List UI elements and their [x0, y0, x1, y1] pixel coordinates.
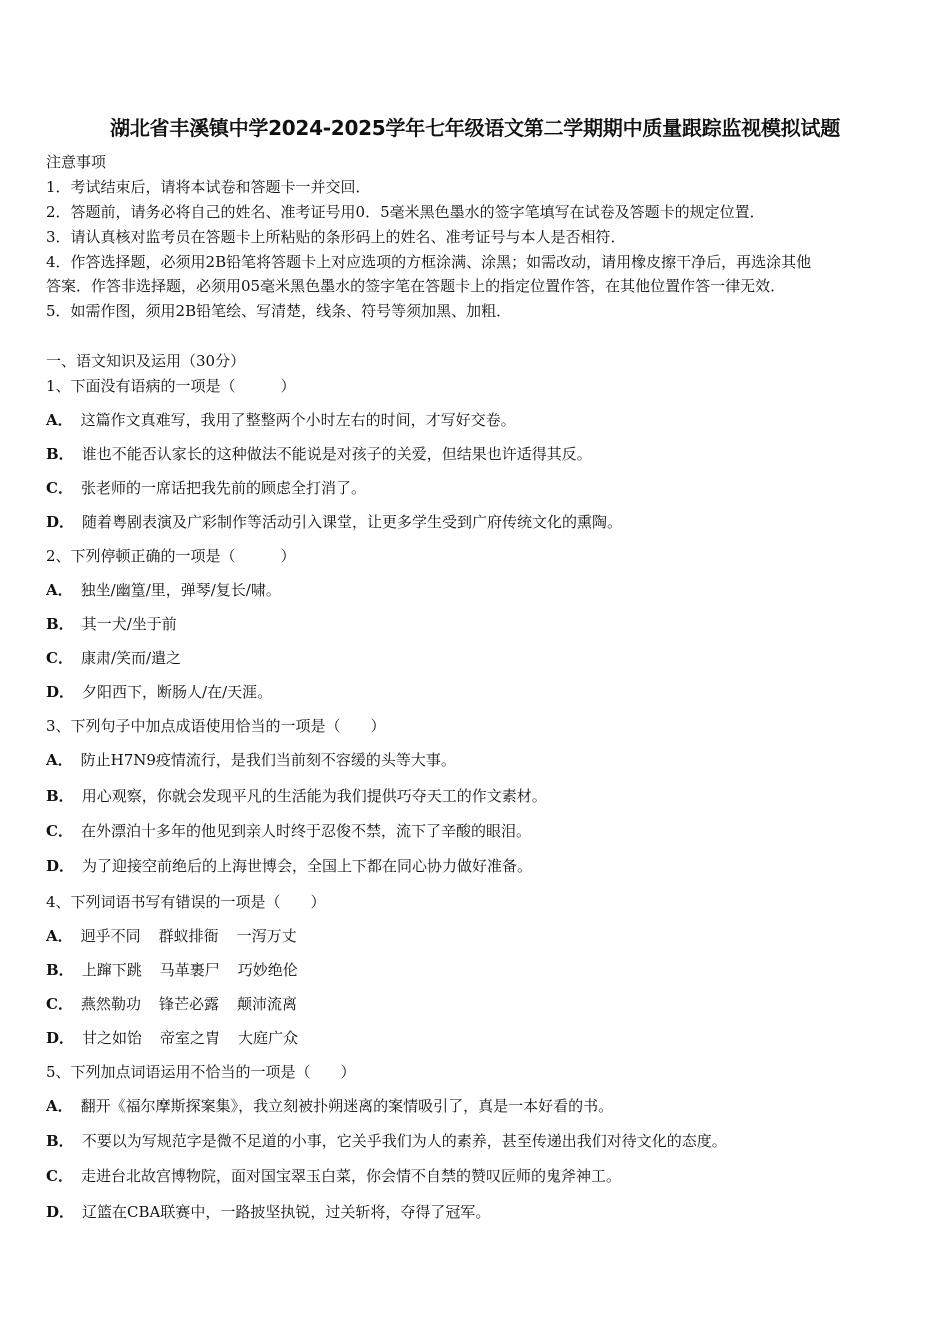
- question-stem: 5、下列加点词语运用不恰当的一项是（ ）: [46, 1063, 356, 1081]
- option-word: 巧妙绝伦: [237, 961, 298, 979]
- option-label: D．: [46, 513, 75, 531]
- note-item: 1．考试结束后，请将本试卷和答题卡一并交回．: [46, 178, 371, 196]
- option-text: 张老师的一席话把我先前的顾虑全打消了。: [80, 479, 366, 497]
- answer-option[interactable]: [46, 579, 281, 600]
- answer-option[interactable]: [46, 993, 297, 1014]
- option-word: 颠沛流离: [236, 995, 297, 1013]
- option-label: B．: [46, 445, 74, 463]
- option-text: 独坐/幽篁/里，弹琴/复长/啸。: [80, 581, 281, 599]
- option-word: 迥乎不同: [80, 927, 141, 945]
- answer-option[interactable]: [46, 477, 366, 498]
- option-label: A．: [46, 581, 73, 599]
- question-stem: 4、下列词语书写有错误的一项是（ ）: [46, 893, 326, 911]
- option-label: C．: [46, 995, 73, 1013]
- note-item: 3．请认真核对监考员在答题卡上所粘贴的条形码上的姓名、准考证号与本人是否相符．: [46, 228, 626, 246]
- option-label: B．: [46, 615, 74, 633]
- option-label: A．: [46, 411, 73, 429]
- answer-option[interactable]: [46, 511, 622, 532]
- answer-option[interactable]: [46, 1130, 727, 1151]
- answer-option[interactable]: [46, 925, 297, 946]
- option-label: B．: [46, 787, 74, 805]
- option-text: 走进台北故宫博物院，面对国宝翠玉白菜，你会情不自禁的赞叹匠师的鬼斧神工。: [80, 1167, 621, 1185]
- option-word: 帝室之胄: [160, 1029, 221, 1047]
- option-text: 康肃/笑而/遣之: [80, 649, 182, 667]
- note-item: 2．答题前，请务必将自己的姓名、准考证号用0．5毫米黑色墨水的签字笔填写在试卷及答题卡的规定位置．: [46, 203, 765, 221]
- option-word: 一泻万丈: [236, 927, 297, 945]
- option-label: C．: [46, 1167, 73, 1185]
- page-title: 湖北省丰溪镇中学2024-2025学年七年级语文第二学期期中质量跟踪监视模拟试题: [110, 116, 840, 140]
- question-stem: 2、下列停顿正确的一项是（ ）: [46, 547, 296, 565]
- note-item: 答案．作答非选择题，必须用05毫米黑色墨水的签字笔在答题卡上的指定位置作答，在其他位置作答一律无效．: [46, 277, 786, 295]
- answer-option[interactable]: [46, 443, 592, 464]
- question-stem: 3、下列句子中加点成语使用恰当的一项是（ ）: [46, 717, 386, 735]
- option-label: D．: [46, 857, 75, 875]
- notes-heading: 注意事项: [46, 153, 107, 171]
- option-label: A．: [46, 1097, 73, 1115]
- answer-option[interactable]: [46, 613, 177, 634]
- option-word: 燕然勒功: [80, 995, 141, 1013]
- option-word: 马革裹尸: [159, 961, 220, 979]
- answer-option[interactable]: [46, 1201, 490, 1222]
- option-text: 辽篮在CBA联赛中，一路披坚执锐，过关斩将，夺得了冠军。: [82, 1203, 491, 1221]
- note-item: 5．如需作图，须用2B铅笔绘、写清楚，线条、符号等须加黑、加粗．: [46, 302, 512, 320]
- answer-option[interactable]: [46, 647, 181, 668]
- answer-option[interactable]: [46, 681, 272, 702]
- option-text: 防止H7N9疫情流行，是我们当前刻不容缓的头等大事。: [80, 751, 456, 769]
- option-text: 翻开《福尔摩斯探案集》，我立刻被扑朔迷离的案情吸引了，真是一本好看的书。: [80, 1097, 614, 1115]
- option-text: 随着粤剧表演及广彩制作等活动引入课堂，让更多学生受到广府传统文化的熏陶。: [82, 513, 623, 531]
- option-label: D．: [46, 683, 75, 701]
- answer-option[interactable]: [46, 1027, 298, 1048]
- option-text: 夕阳西下，断肠人/在/天涯。: [82, 683, 273, 701]
- answer-option[interactable]: [46, 749, 456, 770]
- option-word: 群蚁排衙: [158, 927, 219, 945]
- answer-option[interactable]: [46, 1095, 613, 1116]
- answer-option[interactable]: [46, 820, 531, 841]
- question-stem: 1、下面没有语病的一项是（ ）: [46, 377, 296, 395]
- option-word: 大庭广众: [238, 1029, 299, 1047]
- option-label: B．: [46, 1132, 74, 1150]
- option-text: 在外漂泊十多年的他见到亲人时终于忍俊不禁，流下了辛酸的眼泪。: [80, 822, 531, 840]
- option-label: C．: [46, 822, 73, 840]
- option-label: C．: [46, 649, 73, 667]
- option-word: 锋芒必露: [158, 995, 219, 1013]
- section-heading: 一、语文知识及运用（30分）: [46, 352, 246, 370]
- option-text: 这篇作文真难写，我用了整整两个小时左右的时间，才写好交卷。: [80, 411, 516, 429]
- answer-option[interactable]: [46, 959, 298, 980]
- answer-option[interactable]: [46, 409, 516, 430]
- option-text: 谁也不能否认家长的这种做法不能说是对孩子的关爱，但结果也许适得其反。: [81, 445, 592, 463]
- option-label: B．: [46, 961, 74, 979]
- option-text: 用心观察，你就会发现平凡的生活能为我们提供巧夺天工的作文素材。: [81, 787, 547, 805]
- option-label: D．: [46, 1029, 75, 1047]
- answer-option[interactable]: [46, 855, 532, 876]
- option-label: C．: [46, 479, 73, 497]
- option-text: 为了迎接空前绝后的上海世博会，全国上下都在同心协力做好准备。: [82, 857, 533, 875]
- option-label: A．: [46, 927, 73, 945]
- option-word: 甘之如饴: [82, 1029, 143, 1047]
- option-text: 其一犬/坐于前: [81, 615, 177, 633]
- note-item: 4．作答选择题，必须用2B铅笔将答题卡上对应选项的方框涂满、涂黑；如需改动，请用橡皮擦干净后，再选涂其他: [46, 253, 812, 271]
- option-word: 上蹿下跳: [81, 961, 142, 979]
- option-label: A．: [46, 751, 73, 769]
- option-label: D．: [46, 1203, 75, 1221]
- answer-option[interactable]: [46, 1165, 621, 1186]
- option-text: 不要以为写规范字是微不足道的小事，它关乎我们为人的素养，甚至传递出我们对待文化的态度。: [81, 1132, 727, 1150]
- answer-option[interactable]: [46, 785, 547, 806]
